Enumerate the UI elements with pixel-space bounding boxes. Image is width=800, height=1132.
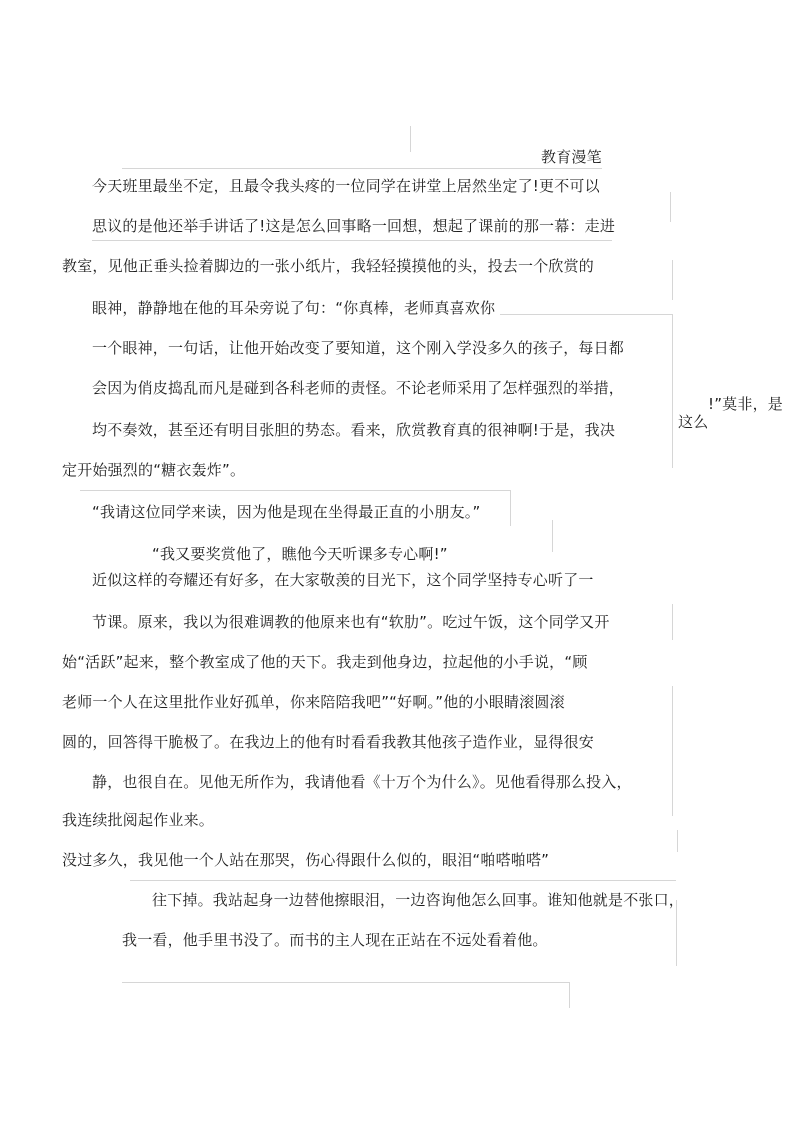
divider-line [130,880,676,881]
divider-line [672,314,673,468]
text-line: 眼神，静静地在他的耳朵旁说了句：“你真棒，老师真喜欢你 [92,299,496,317]
side-note: !”莫非，是 [708,395,783,413]
text-line: 节课。原来，我以为很难调教的他原来也有“软肋”。吃过午饭，这个同学又开 [92,613,610,631]
divider-line [672,686,673,816]
text-line: 老师一个人在这里批作业好孤单，你来陪陪我吧”“好啊。”他的小眼睛滚圆滚 [62,693,565,711]
text-line: 圆的，回答得干脆极了。在我边上的他有时看看我教其他孩子造作业，显得很安 [62,733,595,751]
text-line: 静，也很自在。见他无所作为，我请他看《十万个为什么》。见他看得那么投入， [92,773,632,791]
text-line: 我连续批阅起作业来。 [62,811,215,829]
text-line: “我又要奖赏他了，瞧他今天听课多专心啊!” [152,545,448,563]
divider-line [672,604,673,640]
text-line: 没过多久，我见他一个人站在那哭，伤心得跟什么似的，眼泪“啪嗒啪嗒” [62,851,550,869]
text-line: 近似这样的夸耀还有好多，在大家敬羡的目光下，这个同学坚持专心听了一 [92,571,594,589]
text-line: 定开始强烈的“糖衣轰炸”。 [62,461,246,479]
text-line: 一个眼神，一句话，让他开始改变了要知道，这个刚入学没多久的孩子，每日都 [92,339,625,357]
divider-line [552,520,553,552]
text-line: “我请这位同学来读，因为他是现在坐得最正直的小朋友。” [92,503,481,521]
divider-line [677,830,678,852]
divider-line [569,982,570,1008]
divider-line [80,490,510,491]
divider-line [122,982,570,983]
divider-line [122,168,602,169]
text-line: 今天班里最坐不定，且最令我头疼的一位同学在讲堂上居然坐定了!更不可以 [92,177,600,195]
text-line: 会因为俏皮捣乱而凡是碰到各科老师的责怪。不论老师采用了怎样强烈的举措， [92,379,625,397]
divider-line [510,490,511,526]
divider-line [410,126,411,152]
text-line: 始“活跃”起来，整个教室成了他的天下。我走到他身边，拉起他的小手说，“顾 [62,653,588,671]
divider-line [670,192,671,222]
text-line: 我一看，他手里书没了。而书的主人现在正站在不远处看着他。 [122,931,548,949]
side-note: 这么 [678,413,709,431]
divider-line [500,314,672,315]
text-line: 思议的是他还举手讲话了!这是怎么回事略一回想，想起了课前的那一幕：走进 [92,217,616,235]
divider-line [92,240,612,241]
text-line: 往下掉。我站起身一边替他擦眼泪，一边咨询他怎么回事。谁知他就是不张口， [152,891,685,909]
text-line: 教室，见他正垂头捡着脚边的一张小纸片，我轻轻摸摸他的头，投去一个欣赏的 [62,257,595,275]
document-title: 教育漫笔 [541,148,602,166]
text-line: 均不奏效，甚至还有明目张胆的势态。看来，欣赏教育真的很神啊!于是，我决 [92,421,616,439]
divider-line [672,260,673,300]
